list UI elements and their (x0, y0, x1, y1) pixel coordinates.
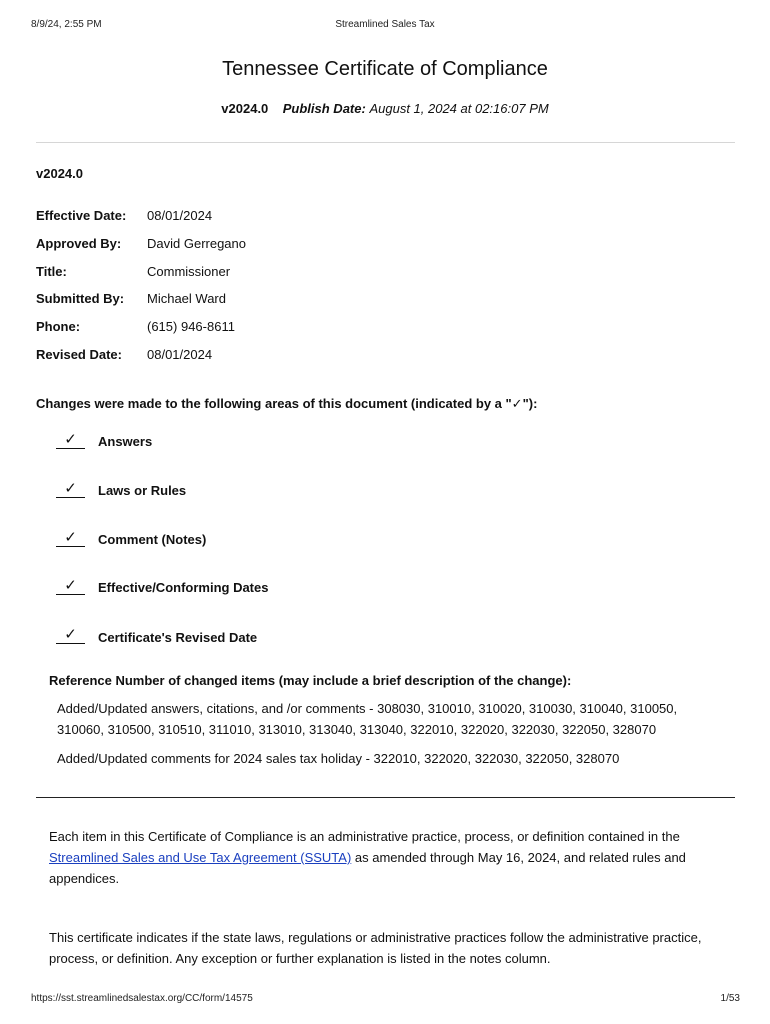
check-icon: ✓ (56, 530, 85, 547)
section-divider (36, 797, 735, 798)
change-item-revised-date: Certificate's Revised Date (98, 630, 258, 645)
page-number: 1/53 (720, 993, 740, 1004)
check-icon: ✓ (56, 481, 85, 498)
ssuta-link[interactable]: Streamlined Sales and Use Tax Agreement (SSUTA) (49, 850, 352, 865)
approved-by-label: Approved By: (36, 236, 122, 251)
phone-label: Phone: (36, 319, 81, 334)
change-item-comment-notes: Comment (Notes) (98, 532, 207, 547)
reference-entry: Added/Updated answers, citations, and /or comments - 308030, 310010, 310020, 310030, 310040, 310050, 310060, 310500, 310510, 311010, 313010, 313040, 313040, 322010, 322020, 322030, 322050, 328070 (57, 701, 678, 737)
print-site-title: Streamlined Sales Tax (335, 19, 435, 30)
phone-value: (615) 946-8611 (147, 319, 235, 334)
effective-date-label: Effective Date: (36, 208, 127, 223)
intro-text-start: Each item in this Certificate of Compliance is an administrative practice, process, or definition contained in the (49, 829, 680, 844)
page-title: Tennessee Certificate of Compliance (222, 58, 548, 80)
publish-date-label: Publish Date: (282, 101, 366, 116)
approved-by-value: David Gerregano (147, 236, 246, 251)
change-item-effective-dates: Effective/Conforming Dates (98, 580, 269, 595)
title-divider (36, 142, 735, 143)
change-item-answers: Answers (98, 434, 153, 449)
effective-date-value: 08/01/2024 (147, 208, 213, 223)
title-label: Title: (36, 264, 67, 279)
publish-date-value: August 1, 2024 at 02:16:07 PM (369, 101, 549, 116)
footer-url: https://sst.streamlinedsalestax.org/CC/form/14575 (31, 993, 253, 1004)
intro-paragraph (49, 826, 739, 889)
change-item-laws-rules: Laws or Rules (98, 483, 187, 498)
version-label: v2024.0 (221, 101, 269, 116)
intro-text-end: as amended through May 16, 2024, and related rules and appendices. (49, 850, 686, 886)
changes-heading: Changes were made to the following areas of this document (indicated by a "✓"): (36, 396, 538, 411)
submitted-by-label: Submitted By: (36, 291, 125, 306)
reference-entry: Added/Updated comments for 2024 sales tax holiday - 322010, 322020, 322030, 322050, 328070 (57, 751, 620, 766)
check-icon: ✓ (56, 578, 85, 595)
check-icon: ✓ (56, 627, 85, 644)
print-datetime: 8/9/24, 2:55 PM (31, 19, 102, 30)
submitted-by-value: Michael Ward (147, 291, 226, 306)
revised-date-label: Revised Date: (36, 347, 122, 362)
check-icon: ✓ (56, 432, 85, 449)
version-publish-line (0, 101, 770, 116)
title-value: Commissioner (147, 264, 231, 279)
revised-date-value: 08/01/2024 (147, 347, 213, 362)
section-version: v2024.0 (36, 166, 83, 181)
reference-heading: Reference Number of changed items (may include a brief description of the change): (49, 673, 572, 688)
notes-paragraph: This certificate indicates if the state laws, regulations or administrative practices follow the administrative practice, process, or definition. Any exception or further explanation is listed in the notes column. (49, 930, 702, 966)
